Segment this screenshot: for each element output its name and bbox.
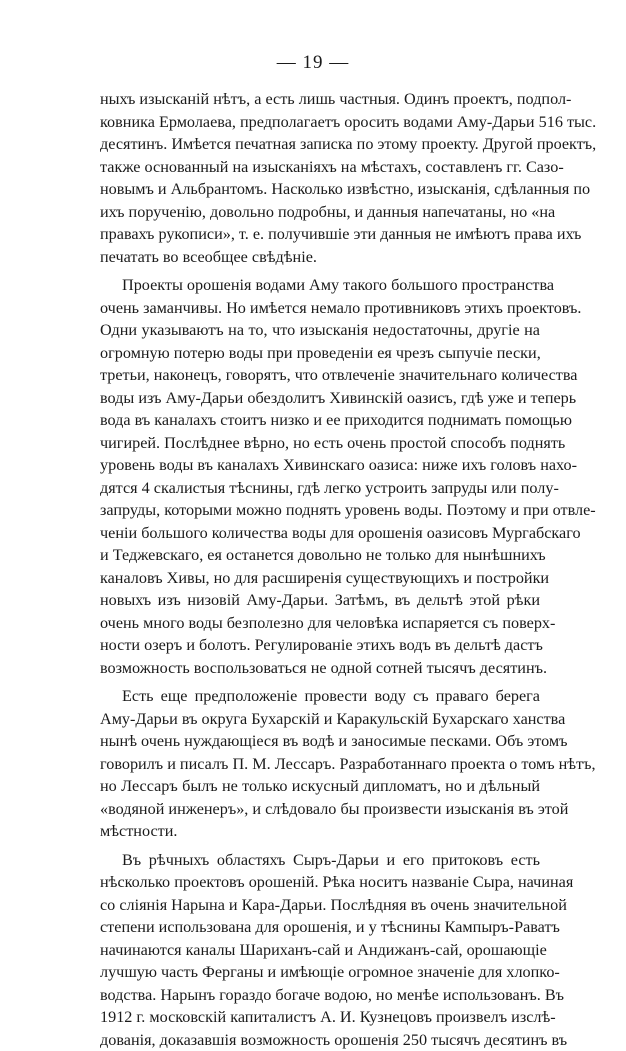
- text-line: Есть еще предположеніе провести воду съ праваго берега: [100, 685, 540, 708]
- text-line: 1912 г. московскій капиталистъ А. И. Кузнецовъ произвелъ изслѣ-: [100, 1006, 540, 1029]
- text-line: правахъ рукописи», т. е. получившіе эти данныя не имѣютъ права ихъ: [100, 223, 540, 246]
- text-line: Въ рѣчныхъ областяхъ Сыръ-Дарьи и его притоковъ есть: [100, 849, 540, 872]
- paragraph: [100, 274, 540, 679]
- text-line: также основанный на изысканіяхъ на мѣстахъ, составленъ гг. Сазо-: [100, 156, 540, 179]
- text-line: но Лессаръ былъ не только искусный дипломатъ, но и дѣльный: [100, 775, 540, 798]
- text-line: каналовъ Хивы, но для расширенія существующихъ и постройки: [100, 567, 540, 590]
- text-line: ихъ порученію, довольно подробны, и данныя напечатаны, но «на: [100, 201, 540, 224]
- text-line: очень много воды безполезно для человѣка испаряется съ поверх-: [100, 612, 540, 635]
- text-line: Одни указываютъ на то, что изысканія недостаточны, другіе на: [100, 319, 540, 342]
- text-line: чигирей. Послѣднее вѣрно, но есть очень простой способъ поднять: [100, 432, 540, 455]
- body-text: [100, 88, 540, 1051]
- text-line: Проекты орошенія водами Аму такого большого пространства: [100, 274, 540, 297]
- text-line: очень заманчивы. Но имѣется немало противниковъ этихъ проектовъ.: [100, 297, 540, 320]
- text-line: степени использована для орошенія, и у тѣснины Кампыръ-Раватъ: [100, 916, 540, 939]
- text-line: нынѣ очень нуждающіеся въ водѣ и заносимые песками. Объ этомъ: [100, 730, 540, 753]
- text-line: ковника Ермолаева, предполагаетъ оросить водами Аму-Дарьи 516 тыс.: [100, 111, 540, 134]
- text-line: ныхъ изысканій нѣтъ, а есть лишь частныя. Одинъ проектъ, подпол-: [100, 88, 540, 111]
- text-line: десятинъ. Имѣется печатная записка по этому проекту. Другой проектъ,: [100, 133, 540, 156]
- text-line: начинаются каналы Шариханъ-сай и Андижанъ-сай, орошающіе: [100, 939, 540, 962]
- text-line: новыхъ изъ низовій Аму-Дарьи. Затѣмъ, въ дельтѣ этой рѣки: [100, 589, 540, 612]
- paragraph: [100, 685, 540, 843]
- text-line: дятся 4 скалистыя тѣснины, гдѣ легко устроить запруды или полу-: [100, 477, 540, 500]
- text-line: со сліянія Нарына и Кара-Дарьи. Послѣдняя въ очень значительной: [100, 894, 540, 917]
- text-line: запруды, которыми можно поднять уровень воды. Поэтому и при отвле-: [100, 499, 540, 522]
- text-line: новымъ и Альбрантомъ. Насколько извѣстно, изысканія, сдѣланныя по: [100, 178, 540, 201]
- text-line: ности озеръ и болотъ. Регулированіе этихъ водъ въ дельтѣ дастъ: [100, 634, 540, 657]
- text-line: воды изъ Аму-Дарьи обездолитъ Хивинскій оазисъ, гдѣ уже и теперь: [100, 387, 540, 410]
- paragraph: [100, 849, 540, 1051]
- text-line: водства. Нарынъ гораздо богаче водою, но менѣе использованъ. Въ: [100, 984, 540, 1007]
- text-line: лучшую часть Ферганы и имѣющіе огромное значеніе для хлопко-: [100, 961, 540, 984]
- text-line: дованія, доказавшія возможность орошенія 250 тысячъ десятинъ въ: [100, 1029, 540, 1051]
- text-line: возможность воспользоваться не одной сотней тысячъ десятинъ.: [100, 657, 540, 680]
- text-line: вода въ каналахъ стоитъ низко и ее приходится поднимать помощью: [100, 409, 540, 432]
- text-line: Аму-Дарьи въ округа Бухарскій и Каракульскій Бухарскаго ханства: [100, 708, 540, 731]
- text-line: печатать во всеобщее свѣдѣніе.: [100, 246, 540, 269]
- text-line: нѣсколько проектовъ орошеній. Рѣка носитъ названіе Сыра, начиная: [100, 871, 540, 894]
- paragraph: [100, 88, 540, 268]
- text-line: и Теджевскаго, ея останется довольно не только для нынѣшнихъ: [100, 544, 540, 567]
- text-line: мѣстности.: [100, 820, 540, 843]
- text-line: «водяной инженеръ», и слѣдовало бы произвести изысканія въ этой: [100, 798, 540, 821]
- text-line: ченіи большого количества воды для орошенія оазисовъ Мургабскаго: [100, 522, 540, 545]
- text-line: говорилъ и писалъ П. М. Лессаръ. Разработаннаго проекта о томъ нѣтъ,: [100, 753, 540, 776]
- text-line: третьи, наконецъ, говорятъ, что отвлеченіе значительнаго количества: [100, 364, 540, 387]
- text-line: уровень воды въ каналахъ Хивинскаго оазиса: ниже ихъ головъ нахо-: [100, 454, 540, 477]
- text-line: огромную потерю воды при проведеніи ея чрезъ сыпучіе пески,: [100, 342, 540, 365]
- page-number: — 19 —: [0, 52, 626, 74]
